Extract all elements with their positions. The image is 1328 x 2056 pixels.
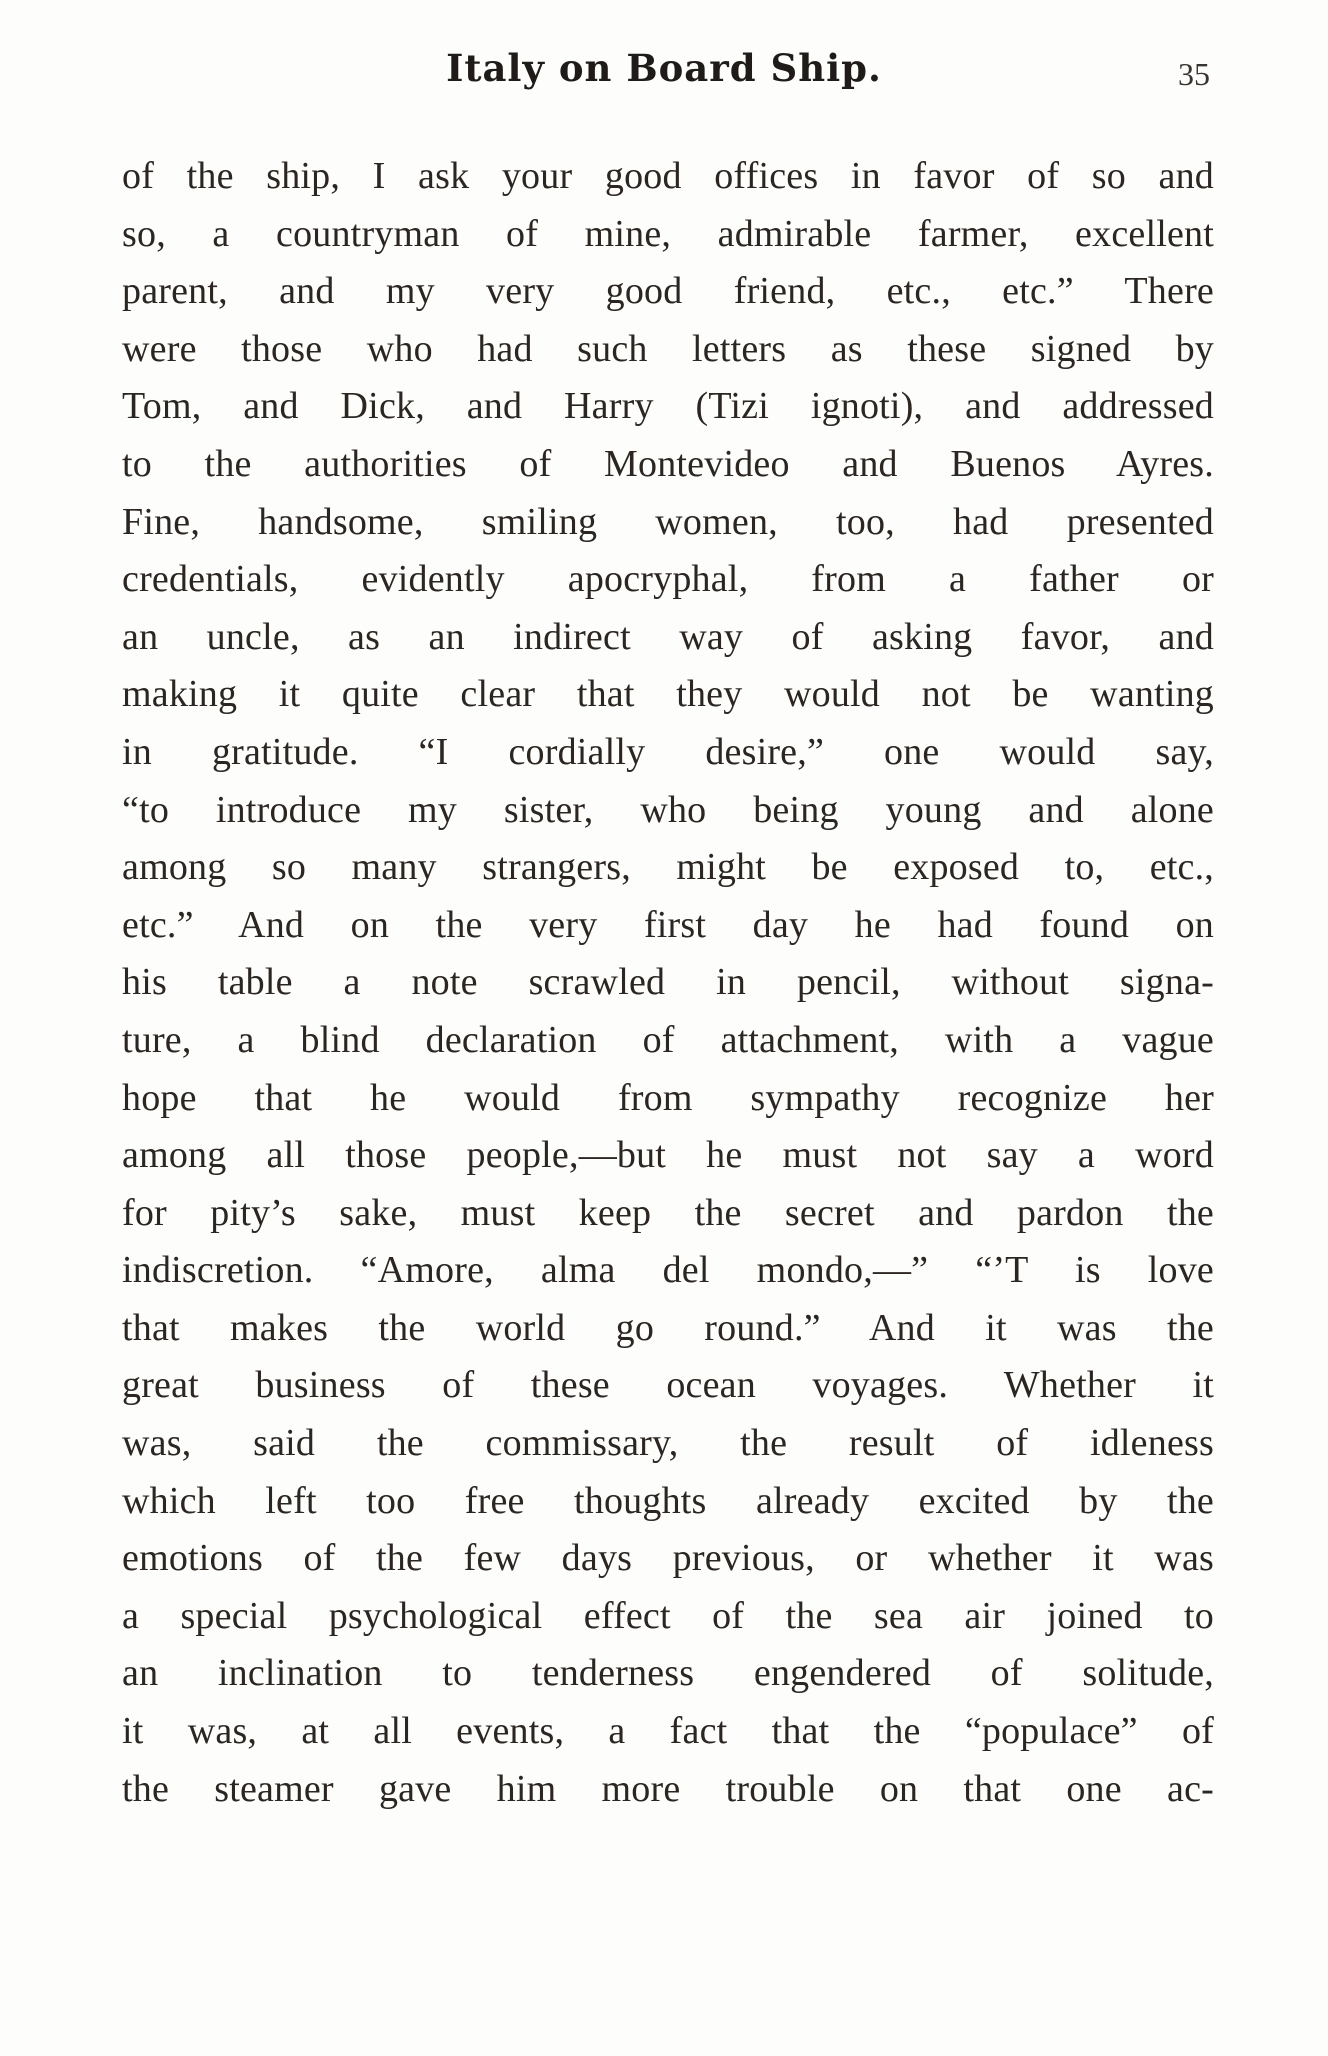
text-line: hope that he would from sympathy recognize her bbox=[122, 1076, 1214, 1119]
text-line: so, a countryman of mine, admirable farmer, excellent bbox=[122, 212, 1214, 255]
text-line: Fine, handsome, smiling women, too, had presented bbox=[122, 500, 1214, 543]
text-line: an inclination to tenderness engendered of solitude, bbox=[122, 1652, 1214, 1695]
text-line: parent, and my very good friend, etc., etc.” There bbox=[122, 270, 1214, 313]
text-line: emotions of the few days previous, or whether it was bbox=[122, 1537, 1214, 1580]
text-line: ture, a blind declaration of attachment, with a vague bbox=[122, 1018, 1214, 1061]
text-line: etc.” And on the very first day he had found on bbox=[122, 903, 1214, 946]
text-line: of the ship, I ask your good offices in favor of so and bbox=[122, 155, 1214, 197]
text-line: indiscretion. “Amore, alma del mondo,—” “’T is love bbox=[122, 1249, 1214, 1292]
text-line: among so many strangers, might be exposed to, etc., bbox=[122, 846, 1214, 889]
text-line: were those who had such letters as these signed by bbox=[122, 327, 1214, 370]
text-line: for pity’s sake, must keep the secret and pardon the bbox=[122, 1191, 1214, 1234]
chapter-title: Italy on Board Ship. bbox=[446, 46, 882, 90]
text-line: it was, at all events, a fact that the “populace” of bbox=[122, 1710, 1214, 1753]
text-line: to the authorities of Montevideo and Buenos Ayres. bbox=[122, 442, 1214, 485]
text-line: his table a note scrawled in pencil, without signa- bbox=[122, 961, 1214, 1004]
text-line: great business of these ocean voyages. Whether it bbox=[122, 1364, 1214, 1407]
running-head bbox=[0, 40, 1328, 110]
text-line: that makes the world go round.” And it was the bbox=[122, 1306, 1214, 1349]
text-line: credentials, evidently apocryphal, from a father or bbox=[122, 558, 1214, 601]
body-text bbox=[122, 148, 1214, 1818]
text-line: the steamer gave him more trouble on that one ac- bbox=[122, 1767, 1214, 1810]
text-line: Tom, and Dick, and Harry (Tizi ignoti), and addressed bbox=[122, 385, 1214, 428]
text-line: “to introduce my sister, who being young and alone bbox=[122, 788, 1214, 831]
text-line: was, said the commissary, the result of idleness bbox=[122, 1422, 1214, 1465]
text-line: in gratitude. “I cordially desire,” one would say, bbox=[122, 730, 1214, 773]
text-line: making it quite clear that they would not be wanting bbox=[122, 673, 1214, 716]
text-line: a special psychological effect of the sea air joined to bbox=[122, 1594, 1214, 1637]
text-line: which left too free thoughts already excited by the bbox=[122, 1479, 1214, 1522]
text-line: an uncle, as an indirect way of asking favor, and bbox=[122, 615, 1214, 658]
text-line: among all those people,—but he must not say a word bbox=[122, 1134, 1214, 1177]
page-number: 35 bbox=[1178, 56, 1210, 92]
